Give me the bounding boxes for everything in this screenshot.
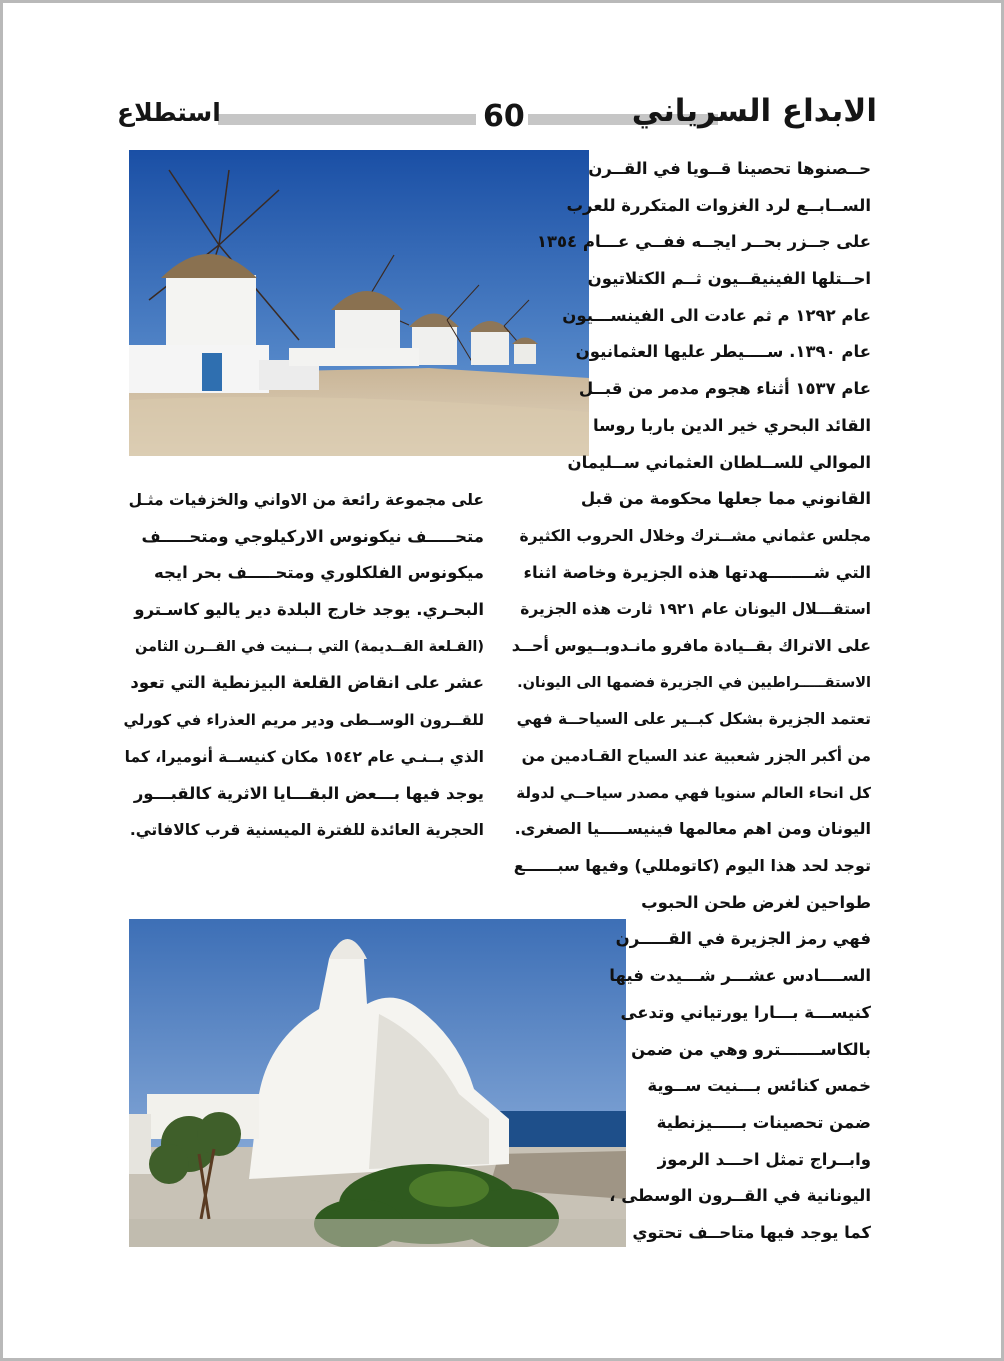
paragraph-line: حــصنوها تحصينا قــويا في القــرن bbox=[588, 159, 871, 178]
paragraph-line: بالكاســـــــترو وهي من ضمن bbox=[631, 1039, 871, 1059]
paragraph-line: التي شــــــــهدتها هذه الجزيرة وخاصة اثناء bbox=[523, 562, 871, 582]
paragraph-line: توجد لحد هذا اليوم (كاتومللي) وفيها سبــــــع bbox=[513, 856, 871, 876]
section-title: استطلاع bbox=[117, 98, 221, 127]
paragraph-line: القائد البحري خير الدين باربا روسا bbox=[592, 415, 871, 435]
paragraph-line: الســــادس عشـــر شـــيدت فيها bbox=[609, 966, 871, 986]
page-number: 60 bbox=[483, 99, 525, 134]
magazine-title: الابداع السرياني bbox=[631, 93, 877, 129]
paragraph-line: على مجموعة رائعة من الاواني والخزفيات مثـل bbox=[128, 491, 484, 509]
paragraph-line: استقـــلال اليونان عام ١٩٢١ ثارت هذه الجزيرة bbox=[520, 600, 871, 619]
paragraph-line: الحجرية العائدة للفترة الميسنية قرب كالافاتي. bbox=[129, 821, 484, 840]
paragraph-line: عام ١٥٣٧ أثناء هجوم مدمر من قبــل bbox=[578, 379, 871, 399]
paragraph-line: البحـري. يوجد خارج البلدة دير ياليو كاسـترو bbox=[134, 600, 484, 620]
paragraph-line: القانوني مما جعلها محكومة من قبل bbox=[580, 489, 871, 509]
paragraph-line: الموالي للســلطان العثماني ســليمان bbox=[567, 452, 871, 472]
paragraph-line: عام ١٢٩٢ م ثم عادت الى الفينســـيون bbox=[562, 305, 871, 325]
left-text-column bbox=[124, 482, 484, 849]
paragraph-line: الســابــع لرد الغزوات المتكررة للعرب bbox=[566, 195, 871, 215]
paragraph-line: على الاتراك بقــيادة مافرو مانـدوبــيوس أحــد bbox=[511, 635, 871, 655]
paragraph-line: مجلس عثماني مشــترك وخلال الحروب الكثيرة bbox=[519, 526, 871, 545]
header-rule-left bbox=[218, 114, 476, 125]
paragraph-line: احــتلها الفينيقــيون ثــم الكتلاتيون bbox=[587, 269, 871, 289]
paragraph-line: فهي رمز الجزيرة في القـــــرن bbox=[615, 929, 871, 949]
right-text-column bbox=[511, 151, 871, 1252]
paragraph-line: ضمن تحصينات بـــــيزنطية bbox=[656, 1112, 871, 1132]
paragraph-line: متحـــــف نيكونوس الاركيلوجي ومتحـــــف bbox=[141, 526, 484, 546]
paragraph-line: وابــراج تمثل احـــد الرموز bbox=[657, 1149, 871, 1169]
paragraph-line: اليونان ومن اهم معالمها فينيســـــيا الصغرى. bbox=[514, 819, 871, 839]
paragraph-line: من أكبر الجزر شعبية عند السياح القـادمين من bbox=[521, 747, 871, 765]
paragraph-line: للقــرون الوســطى ودير مريم العذراء في كورلي bbox=[123, 711, 484, 730]
paragraph-line: على جــزر بحــر ايجــه ففــي عـــام ١٣٥٤ bbox=[536, 232, 871, 252]
paragraph-line: يوجد فيها بـــعض البقـــايا الاثرية كالقبـــور bbox=[133, 783, 484, 803]
paragraph-line: طواحين لغرض طحن الحبوب bbox=[641, 892, 871, 912]
paragraph-line: كنيســـة بـــارا يورتياني وتدعى bbox=[620, 1002, 871, 1022]
paragraph-line: عشر على انقاض القلعة البيزنطية التي تعود bbox=[130, 673, 484, 693]
paragraph-line: كما يوجد فيها متاحــف تحتوي bbox=[632, 1222, 871, 1242]
paragraph-line: كل انحاء العالم سنويا فهي مصدر سياحــي لدولة bbox=[516, 783, 871, 802]
paragraph-line: الذي بــنـي عام ١٥٤٢ مكان كنيســة أنوميرا، كما bbox=[124, 747, 484, 766]
paragraph-line: (القـلعة القــديمة) التي بــنيت في القــرن الثامن bbox=[134, 638, 484, 655]
paragraph-line: ميكونوس الفلكلوري ومتحـــــف بحر ايجه bbox=[154, 563, 484, 583]
paragraph-line: خمس كنائس بـــنيت ســوية bbox=[647, 1076, 871, 1096]
paragraph-line: عام ١٣٩٠. ســــيطر عليها العثمانيون bbox=[575, 342, 871, 362]
paragraph-line: تعتمد الجزيرة بشكل كبــير على السياحــة فهي bbox=[516, 710, 871, 729]
paragraph-line: الاستقـــــراطيين في الجزيرة فضمها الى اليونان. bbox=[517, 674, 871, 691]
paragraph-line: اليونانية في القــرون الوسطى ، bbox=[609, 1186, 871, 1206]
